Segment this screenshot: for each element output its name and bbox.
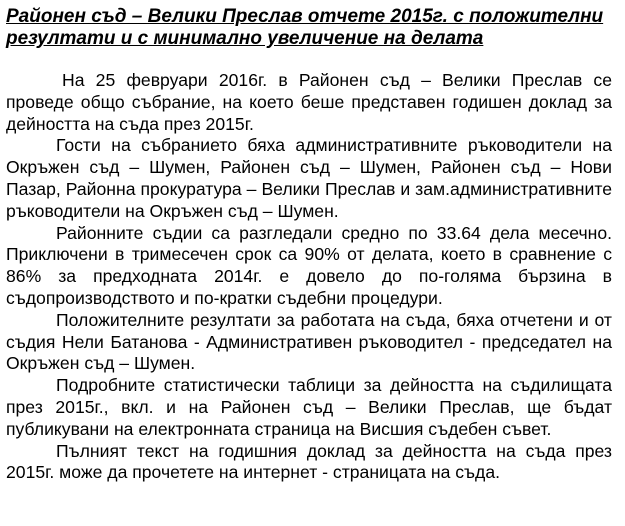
paragraph-statistical-tables: Подробните статистически таблици за дейността на съдилищата през 2015г., вкл. и на Районен съд – Велики Преслав, ще бъдат публикувани на електронната страница на Висшия съдебен съвет. [6,375,612,439]
article-body [6,70,612,484]
paragraph-full-report: Пълният текст на годишния доклад за дейността на съда през 2015г. може да прочетете на интернет - страницата на съда. [6,440,612,483]
paragraph-guests: Гости на събранието бяха административните ръководители на Окръжен съд – Шумен, Районен съд – Шумен, Районен съд – Нови Пазар, Районна прокуратура – Велики Преслав и зам.административните ръководители на Окръжен съд – Шумен. [6,135,612,221]
article-title-line-2: резултати и с минимално увеличение на делата [6,28,484,49]
article-title [6,6,612,50]
article-title-line-1: Районен съд – Велики Преслав отчете 2015г. с положителни [6,6,604,27]
paragraph-case-statistics: Районните съдии са разгледали средно по 33.64 дела месечно. Приключени в тримесечен срок са 90% от делата, което в сравнение с 86% за предходната 2014г. е довело до по-голяма бързина в съдопроизводството и по-кратки съдебни процедури. [6,222,612,308]
document [6,6,612,484]
paragraph-general-meeting: На 25 февруари 2016г. в Районен съд – Велики Преслав се проведе общо събрание, на което беше представен годишен доклад за дейността на съда през 2015г. [6,70,612,134]
paragraph-positive-results: Положителните резултати за работата на съда, бяха отчетени и от съдия Нели Батанова - Административен ръководител - председател на Окръжен съд – Шумен. [6,309,612,374]
